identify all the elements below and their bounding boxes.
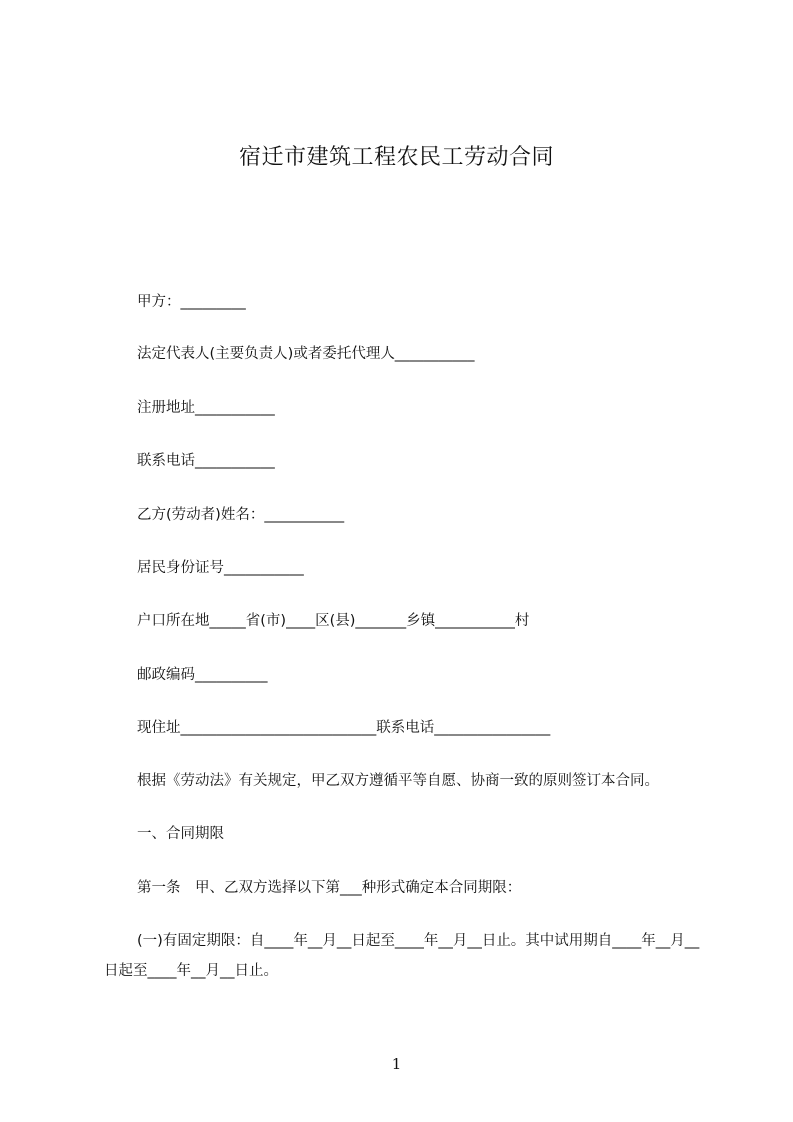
current-address-field: 现住址___________________________联系电话________________ <box>137 720 551 736</box>
registered-address-field: 注册地址___________ <box>137 400 275 416</box>
section-heading-contract-term: 一、合同期限 <box>137 826 224 842</box>
page-number: 1 <box>391 1055 402 1073</box>
household-registration-field: 户口所在地_____省(市)____区(县)_______乡镇___________村 <box>137 613 530 629</box>
legal-representative-field: 法定代表人(主要负责人)或者委托代理人___________ <box>137 346 475 362</box>
party-a-field: 甲方：_________ <box>137 294 246 310</box>
fixed-term-clause: (一)有固定期限：自____年__月__日起至____年__月__日止。其中试用期自____年__月__日起至____年__月__日止。 <box>104 933 700 979</box>
contract-basis-text: 根据《劳动法》有关规定，甲乙双方遵循平等自愿、协商一致的原则签订本合同。 <box>137 773 659 789</box>
id-number-field: 居民身份证号___________ <box>137 560 304 576</box>
party-b-name-field: 乙方(劳动者)姓名：___________ <box>137 507 345 523</box>
postal-code-field: 邮政编码__________ <box>137 667 268 683</box>
document-title: 宿迁市建筑工程农民工劳动合同 <box>238 145 554 170</box>
party-a-phone-field: 联系电话___________ <box>137 453 275 469</box>
article-1-text: 第一条 甲、乙双方选择以下第___种形式确定本合同期限： <box>137 880 522 896</box>
